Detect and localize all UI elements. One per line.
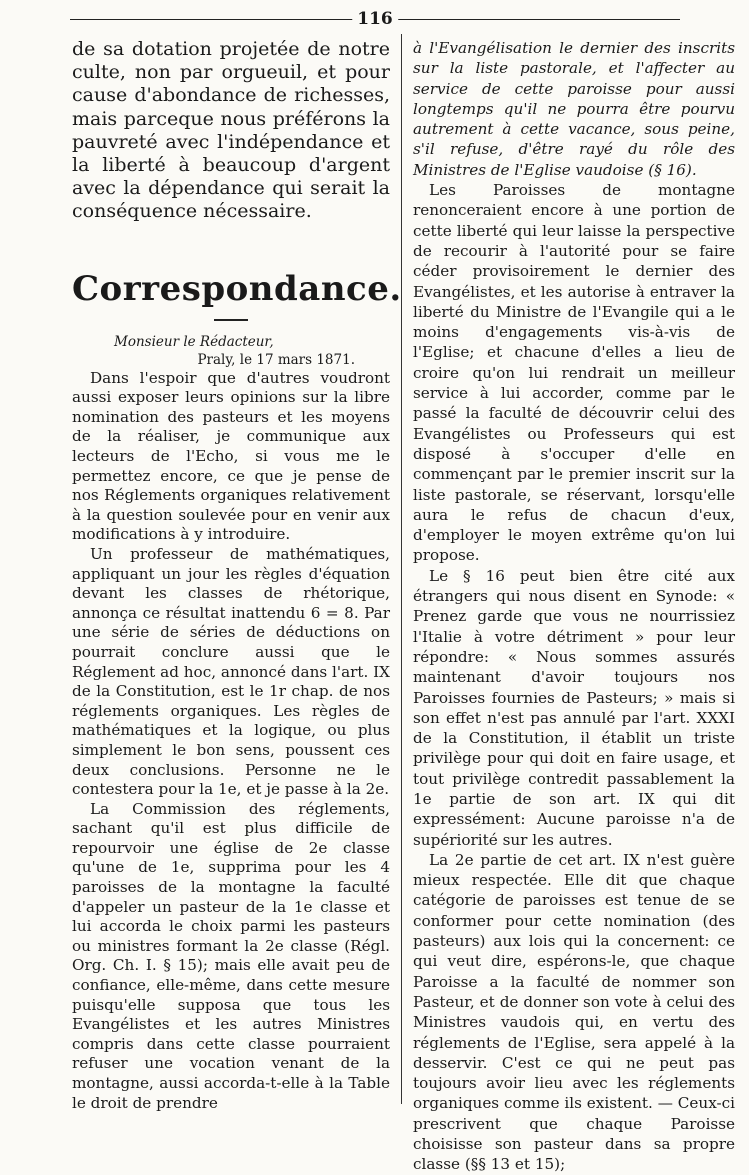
section-title: Correspondance. xyxy=(72,268,402,309)
italic-quotation: à l'Evangélisation le dernier des inscrits sur la liste pastorale, et l'affecter au service de cette paroisse pour aussi longtemps qu'il ne pourra être pourvu autrement à cette vacance, sous peine, s'il refuse, d'être rayé du rôle des Ministres de l'Eglise vaudoise (§ 16). xyxy=(413,39,735,179)
paragraph: La Commission des réglements, sachant qu'il est plus difficile de repourvoir une église de 2e classe qu'une de 1e, supprima pour les 4 paroisses de la montagne la faculté d'appeler un pasteur de la 1e classe et lui accorda le choix parmi les pasteurs ou ministres formant la 2e classe (Régl. Org. Ch. I. § 15); mais elle avait peu de confiance, elle-même, dans cette mesure puisqu'elle supposa que tous les Evangélistes et les autres Ministres compris dans cette classe pourraient refuser une vocation venant de la montagne, aussi accorda-t-elle à la Table le droit de prendre xyxy=(72,799,390,1112)
dateline: Praly, le 17 mars 1871. xyxy=(197,351,355,368)
page-number: 116 xyxy=(352,10,398,28)
opening-paragraph xyxy=(72,38,390,224)
opening-text: de sa dotation projetée de notre culte, non par orgueuil, et pour cause d'abondance de richesses, mais parceque nous préférons la pauvreté avec l'indépendance et la liberté à beaucoup d'argent avec la dépendance qui serait la conséquence nécessaire. xyxy=(72,38,390,223)
paragraph: Le § 16 peut bien être cité aux étrangers qui nous disent en Synode: « Prenez garde que vous ne nourrissiez l'Italie à votre détriment » pour leur répondre: « Nous sommes assurés maintenant d'avoir toujours nos Paroisses fournies de Pasteurs; » mais si son effet n'est pas annulé par l'art. XXXI de la Constitution, il établit un triste privilège pour qui doit en faire usage, et tout privilège contredit passablement la 1e partie de son art. IX qui dit expressément: Aucune paroisse n'a de supériorité sur les autres. xyxy=(413,566,735,849)
paragraph: Dans l'espoir que d'autres voudront aussi exposer leurs opinions sur la libre nomination des pasteurs et les moyens de la réaliser, je communique aux lecteurs de l'Echo, si vous me le permettez encore, ce que je pense de nos Réglements organiques relativement à la question soulevée pour en venir aux modifications à y introduire. xyxy=(72,368,390,544)
paragraph: La 2e partie de cet art. IX n'est guère mieux respectée. Elle dit que chaque catégorie de paroisses est tenue de se conformer pour cette nomination (des pasteurs) aux lois qui la concernent: ce qui veut dire, espérons-le, que chaque Paroisse a la faculté de nommer son Pasteur, et de donner son vote à celui des Ministres vaudois qui, en vertu des réglements de l'Eglise, sera appelé à la desservir. C'est ce qui ne peut pas toujours avoir lieu avec les réglements organiques comme ils existent. — Ceux-ci prescrivent que chaque Paroisse choisisse son pasteur dans sa propre classe (§§ 13 et 15); xyxy=(413,850,735,1174)
letter-body-left xyxy=(72,369,390,1114)
paragraph: Les Paroisses de montagne renonceraient encore à une portion de cette liberté qui leur laisse la perspective de recourir à l'autorité pour se faire céder provisoirement le dernier des Evangélistes, et les autorise à entraver la liberté du Ministre de l'Evangile qui a le moins d'engagements vis-à-vis de l'Eglise; et chacune d'elles a lieu de croire qu'on lui rendrait un meilleur service à lui accorder, comme par le passé la faculté de découvrir celui des Evangélistes ou Professeurs qui est disposé à s'occuper d'elle en commençant par le premier inscrit sur la liste pastorale, se réservant, lorsqu'elle aura le refus de chacun d'eux, d'employer le moyen extrême qu'on lui propose. xyxy=(413,181,735,565)
column-divider xyxy=(401,34,402,1104)
right-column xyxy=(413,38,735,1175)
left-column xyxy=(72,38,402,1113)
letter-body-right xyxy=(413,38,735,1175)
salutation: Monsieur le Rédacteur, xyxy=(114,333,274,350)
title-rule xyxy=(214,319,248,321)
paragraph: Un professeur de mathématiques, appliquant un jour les règles d'équation devant les classes de rhétorique, annonça ce résultat inattendu 6 = 8. Par une série de séries de déductions on pourrait conclure aussi que le Réglement ad hoc, annoncé dans l'art. IX de la Constitution, est le 1r chap. de nos réglements organiques. Les règles de mathématiques et la logique, ou plus simplement le bon sens, poussent ces deux conclusions. Personne ne le contestera pour la 1e, et je passe à la 2e. xyxy=(72,544,390,799)
page-header xyxy=(70,10,680,28)
